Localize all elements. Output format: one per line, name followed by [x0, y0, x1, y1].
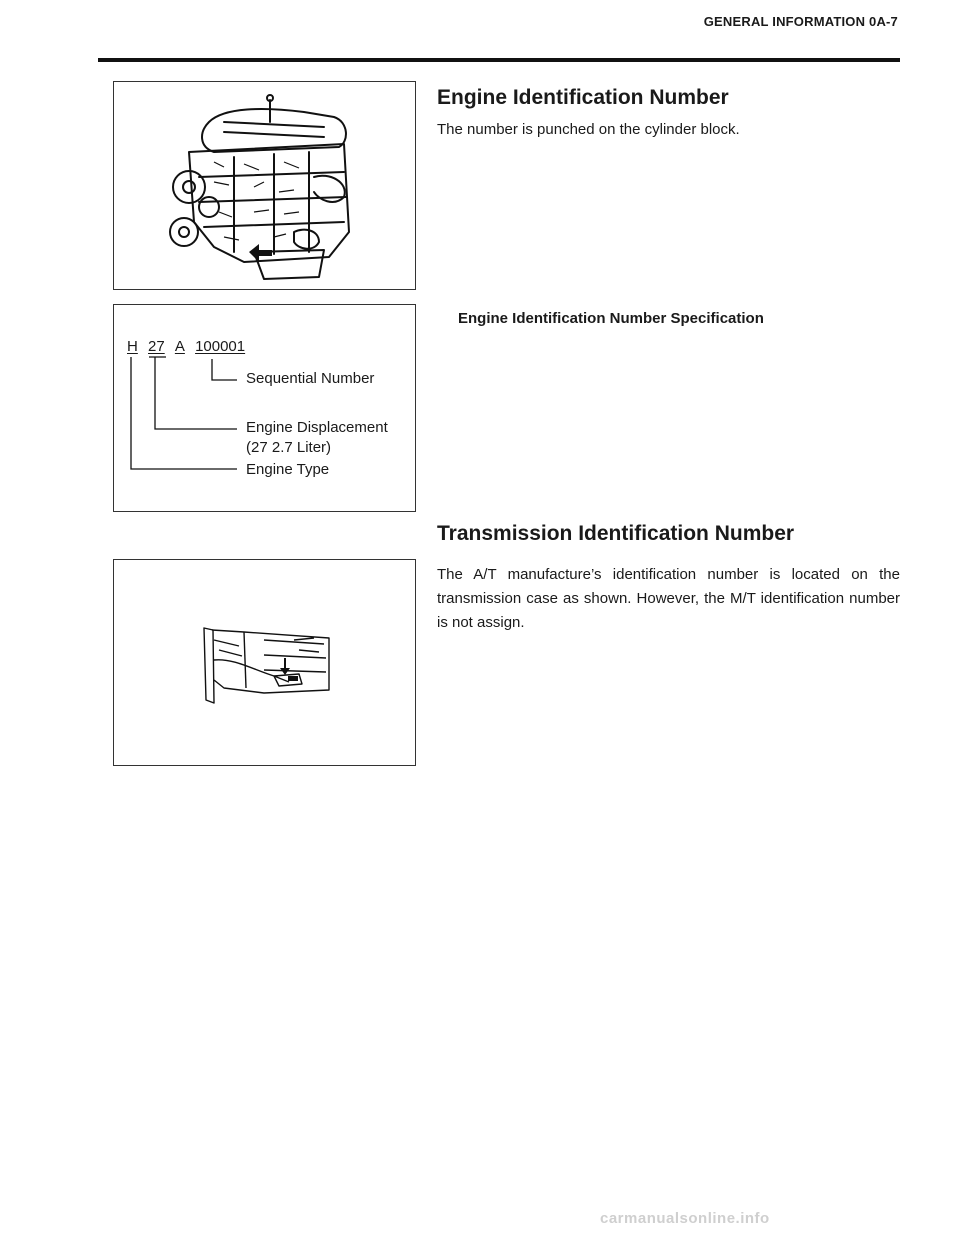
engine-illustration: [114, 82, 415, 289]
transmission-id-heading: Transmission Identification Number: [437, 522, 795, 545]
engine-code-displacement: 27: [148, 338, 165, 355]
engine-code: [127, 338, 245, 355]
footer-watermark: carmanualsonline.info: [600, 1210, 770, 1227]
label-displacement-note: (27 2.7 Liter): [246, 439, 332, 456]
engine-code-type: H: [127, 338, 138, 355]
diagram-leader-lines: [114, 305, 415, 511]
engine-code-letter: A: [174, 338, 185, 355]
engine-illustration-figure: [113, 81, 416, 290]
engine-id-heading: Engine Identification Number: [437, 86, 729, 109]
engine-code-serial: 100001: [195, 338, 246, 355]
engine-id-text: The number is punched on the cylinder block.: [437, 121, 740, 138]
spec-title: Engine Identification Number Specification: [458, 310, 764, 327]
transmission-illustration-figure: [113, 559, 416, 766]
page-header-title: GENERAL INFORMATION 0A-7: [703, 14, 898, 29]
transmission-id-text: The A/T manufacture’s identification number is located on the transmission case as shown. However, the M/T identification number is not assign.: [437, 566, 900, 631]
header-rule: [98, 58, 900, 62]
engine-number-diagram: [113, 304, 416, 512]
label-engine-displacement: Engine Displacement: [246, 419, 388, 436]
label-sequential-number: Sequential Number: [246, 370, 375, 387]
label-engine-type: Engine Type: [246, 461, 330, 478]
transmission-illustration: [114, 560, 415, 765]
